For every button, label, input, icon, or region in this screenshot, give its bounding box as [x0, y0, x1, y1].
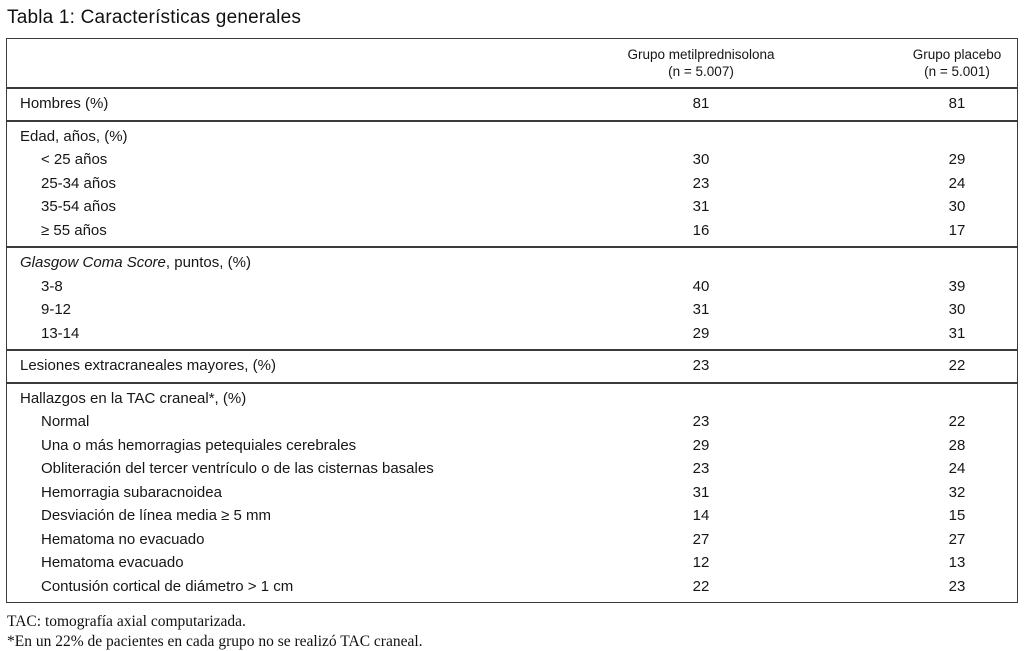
- table-row: [7, 275, 1017, 299]
- row-label: [7, 350, 505, 383]
- row-label-text: Hallazgos en la TAC craneal*, (%): [20, 390, 246, 407]
- characteristics-table: [7, 39, 1017, 602]
- row-label-text: Obliteración del tercer ventrículo o de las cisternas basales: [41, 460, 434, 477]
- table-row: [7, 247, 1017, 275]
- row-label: [7, 121, 505, 149]
- row-label: [7, 383, 505, 411]
- row-label-text: < 25 años: [41, 151, 107, 168]
- table-row: [7, 88, 1017, 121]
- table-row: [7, 457, 1017, 481]
- table-section: [7, 121, 1017, 248]
- cell-value: 31: [505, 298, 897, 322]
- cell-value: 23: [505, 172, 897, 196]
- cell-value: 31: [897, 322, 1017, 351]
- row-label-text: Hombres (%): [20, 95, 108, 112]
- row-label: [7, 575, 505, 603]
- column-header-n: (n = 5.007): [505, 63, 897, 80]
- cell-value: 32: [897, 481, 1017, 505]
- row-label: [7, 504, 505, 528]
- cell-value: 22: [505, 575, 897, 603]
- cell-value: 30: [897, 298, 1017, 322]
- cell-value: 81: [505, 88, 897, 121]
- cell-value: 29: [897, 148, 1017, 172]
- table-section: [7, 383, 1017, 603]
- row-label: [7, 88, 505, 121]
- row-label-text: 25-34 años: [41, 175, 116, 192]
- row-label-text: 3-8: [41, 278, 63, 295]
- table-row: [7, 528, 1017, 552]
- row-label-text: Contusión cortical de diámetro > 1 cm: [41, 578, 293, 595]
- row-label: [7, 434, 505, 458]
- cell-value: 23: [897, 575, 1017, 603]
- cell-value: [897, 121, 1017, 149]
- table-header: [7, 39, 1017, 88]
- cell-value: 12: [505, 551, 897, 575]
- row-label: [7, 219, 505, 248]
- header-label-spacer: [7, 39, 505, 88]
- cell-value: [505, 247, 897, 275]
- cell-value: 40: [505, 275, 897, 299]
- cell-value: [897, 247, 1017, 275]
- cell-value: [505, 121, 897, 149]
- cell-value: 23: [505, 410, 897, 434]
- table-title: Tabla 1: Características generales: [7, 7, 1018, 29]
- cell-value: 24: [897, 457, 1017, 481]
- row-label-text: Edad, años, (%): [20, 128, 128, 145]
- cell-value: 27: [505, 528, 897, 552]
- cell-value: 30: [897, 195, 1017, 219]
- table-row: [7, 121, 1017, 149]
- table-row: [7, 383, 1017, 411]
- cell-value: [505, 383, 897, 411]
- table-row: [7, 410, 1017, 434]
- table-section: [7, 350, 1017, 383]
- table-row: [7, 481, 1017, 505]
- column-header-name: Grupo metilprednisolona: [505, 46, 897, 63]
- table-row: [7, 148, 1017, 172]
- cell-value: 81: [897, 88, 1017, 121]
- table-row: [7, 172, 1017, 196]
- row-label-text: Hemorragia subaracnoidea: [41, 484, 222, 501]
- row-label-italic: Glasgow Coma Score: [20, 254, 166, 271]
- row-label-text: Una o más hemorragias petequiales cerebrales: [41, 437, 356, 454]
- row-label-text: Hematoma no evacuado: [41, 531, 204, 548]
- row-label: [7, 528, 505, 552]
- cell-value: 28: [897, 434, 1017, 458]
- row-label: [7, 410, 505, 434]
- table-row: [7, 322, 1017, 351]
- cell-value: 22: [897, 410, 1017, 434]
- row-label-text: 35-54 años: [41, 198, 116, 215]
- cell-value: 27: [897, 528, 1017, 552]
- table-row: [7, 350, 1017, 383]
- row-label-text: Hematoma evacuado: [41, 554, 184, 571]
- row-label-text: Desviación de línea media ≥ 5 mm: [41, 507, 271, 524]
- row-label: [7, 247, 505, 275]
- cell-value: 15: [897, 504, 1017, 528]
- row-label-text: Normal: [41, 413, 89, 430]
- column-header-n: (n = 5.001): [897, 63, 1017, 80]
- row-label: [7, 195, 505, 219]
- cell-value: [897, 383, 1017, 411]
- row-label: [7, 322, 505, 351]
- row-label-text: Lesiones extracraneales mayores, (%): [20, 357, 276, 374]
- footnote-tac-definition: TAC: tomografía axial computarizada.: [7, 612, 1018, 632]
- header-row: [7, 39, 1017, 88]
- table-row: [7, 575, 1017, 603]
- table-section: [7, 88, 1017, 121]
- row-label: [7, 172, 505, 196]
- row-label: [7, 298, 505, 322]
- column-header-placebo: [897, 39, 1017, 88]
- cell-value: 14: [505, 504, 897, 528]
- cell-value: 29: [505, 434, 897, 458]
- table-row: [7, 551, 1017, 575]
- row-label-text: 13-14: [41, 325, 79, 342]
- cell-value: 31: [505, 195, 897, 219]
- table-row: [7, 298, 1017, 322]
- row-label: [7, 275, 505, 299]
- cell-value: 31: [505, 481, 897, 505]
- row-label: [7, 457, 505, 481]
- table-border-box: [6, 38, 1018, 603]
- cell-value: 16: [505, 219, 897, 248]
- cell-value: 17: [897, 219, 1017, 248]
- table-row: [7, 504, 1017, 528]
- cell-value: 39: [897, 275, 1017, 299]
- row-label-text: 9-12: [41, 301, 71, 318]
- cell-value: 23: [505, 457, 897, 481]
- table-section: [7, 247, 1017, 350]
- cell-value: 22: [897, 350, 1017, 383]
- row-label-text: , puntos, (%): [166, 254, 251, 271]
- footnote-asterisk: *En un 22% de pacientes en cada grupo no se realizó TAC craneal.: [7, 632, 1018, 651]
- table-row: [7, 195, 1017, 219]
- table-row: [7, 434, 1017, 458]
- cell-value: 13: [897, 551, 1017, 575]
- row-label-text: ≥ 55 años: [41, 222, 107, 239]
- footnotes: [7, 612, 1018, 651]
- cell-value: 24: [897, 172, 1017, 196]
- row-label: [7, 551, 505, 575]
- column-header-name: Grupo placebo: [897, 46, 1017, 63]
- cell-value: 23: [505, 350, 897, 383]
- row-label: [7, 481, 505, 505]
- cell-value: 30: [505, 148, 897, 172]
- column-header-metilprednisolona: [505, 39, 897, 88]
- table-row: [7, 219, 1017, 248]
- cell-value: 29: [505, 322, 897, 351]
- row-label: [7, 148, 505, 172]
